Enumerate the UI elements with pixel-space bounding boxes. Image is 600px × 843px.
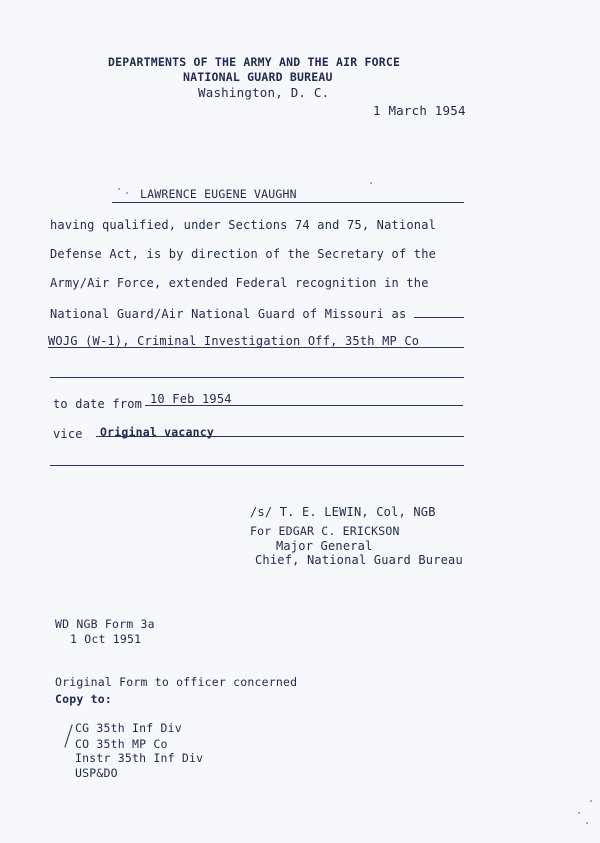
closing-line	[50, 465, 464, 466]
state-as-underline	[414, 317, 464, 318]
to-date-underline	[145, 405, 463, 406]
body-line-1: having qualified, under Sections 74 and 75, National	[50, 218, 437, 232]
signature-for: For EDGAR C. ERICKSON	[250, 524, 400, 538]
position-underline	[48, 347, 464, 348]
to-date-label: to date from	[53, 397, 143, 411]
scan-speck	[590, 800, 592, 802]
distribution-copy-label: Copy to:	[55, 692, 112, 706]
name-underline	[112, 202, 464, 203]
scan-speck	[586, 822, 588, 824]
signature-title: Chief, National Guard Bureau	[255, 553, 463, 567]
scan-speck	[578, 812, 580, 814]
body-line-2: Defense Act, is by direction of the Secretary of the	[50, 247, 437, 261]
officer-name: LAWRENCE EUGENE VAUGHN	[140, 187, 297, 201]
header-location: Washington, D. C.	[198, 85, 330, 100]
to-date-value: 10 Feb 1954	[150, 392, 232, 406]
vice-value: Original vacancy	[100, 425, 214, 439]
vice-underline	[96, 436, 464, 437]
distribution-original: Original Form to officer concerned	[55, 675, 298, 689]
position-title: WOJG (W-1), Criminal Investigation Off, 35th MP Co	[48, 334, 420, 348]
distribution-item: USP&DO	[75, 766, 118, 780]
distribution-item: CO 35th MP Co	[75, 737, 168, 751]
body-line-3: Army/Air Force, extended Federal recognition in the	[50, 276, 429, 290]
scan-speck	[118, 188, 120, 190]
body-line-4: National Guard/Air National Guard of Missouri as	[50, 307, 407, 321]
signature-rank: Major General	[276, 539, 373, 553]
document-date: 1 March 1954	[373, 103, 466, 118]
vice-label: vice	[53, 427, 83, 441]
handwritten-check-mark	[64, 724, 72, 747]
header-bureau: NATIONAL GUARD BUREAU	[183, 70, 333, 84]
distribution-item: CG 35th Inf Div	[75, 721, 182, 735]
signature-line: /s/ T. E. LEWIN, Col, NGB	[250, 505, 436, 519]
distribution-item: Instr 35th Inf Div	[75, 751, 204, 765]
header-department: DEPARTMENTS OF THE ARMY AND THE AIR FORCE	[108, 55, 401, 69]
form-date: 1 Oct 1951	[70, 632, 142, 646]
blank-line	[50, 377, 464, 378]
scan-speck	[370, 182, 372, 184]
scan-speck	[126, 192, 128, 194]
form-number: WD NGB Form 3a	[55, 617, 155, 631]
